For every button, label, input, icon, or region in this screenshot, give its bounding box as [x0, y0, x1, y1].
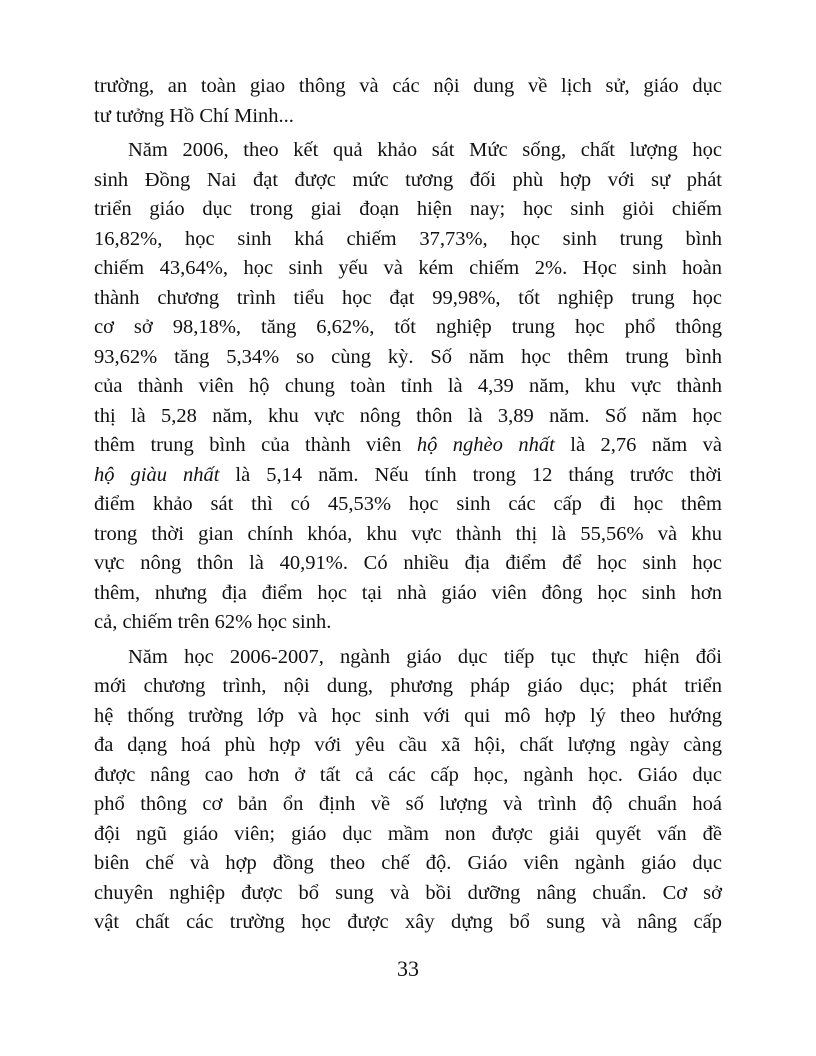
text-line: vật chất các trường học được xây dựng bổ sung và nâng cấp: [94, 911, 722, 933]
text-line: vực nông thôn là 40,91%. Có nhiều địa điểm để học sinh học: [94, 552, 722, 574]
text-line: thị là 5,28 năm, khu vực nông thôn là 3,89 năm. Số năm học: [94, 404, 722, 427]
text-line: 93,62% tăng 5,34% so cùng kỳ. Số năm học thêm trung bình: [94, 345, 722, 368]
text-line: đội ngũ giáo viên; giáo dục mầm non được giải quyết vấn đề: [94, 822, 722, 845]
text-line: hệ thống trường lớp và học sinh với qui mô hợp lý theo hướng: [94, 704, 722, 727]
text-line: biên chế và hợp đồng theo chế độ. Giáo viên ngành giáo dục: [94, 852, 722, 874]
text-line: chiếm 43,64%, học sinh yếu và kém chiếm 2%. Học sinh hoàn: [94, 257, 722, 279]
text-line: sinh Đồng Nai đạt được mức tương đối phù hợp với sự phát: [94, 168, 722, 191]
text-line: Năm 2006, theo kết quả khảo sát Mức sống, chất lượng học: [128, 139, 722, 161]
emphasis-poorest-household: hộ nghèo nhất: [416, 434, 555, 456]
text-line-with-emphasis: [94, 461, 722, 491]
paragraph-living-standards-survey: [94, 136, 722, 638]
paragraph-continuation: [94, 72, 722, 131]
page-number: 33: [397, 956, 419, 981]
text-run: thêm trung bình của thành viên: [94, 434, 417, 456]
text-line: mới chương trình, nội dung, phương pháp giáo dục; phát triển: [94, 675, 722, 697]
paragraph-school-year-2006-2007: [94, 643, 722, 938]
text-run: là 5,14 năm. Nếu tính trong 12 tháng trước thời: [219, 463, 722, 486]
text-line: điểm khảo sát thì có 45,53% học sinh các cấp đi học thêm: [94, 493, 722, 515]
text-line: của thành viên hộ chung toàn tỉnh là 4,39 năm, khu vực thành: [94, 375, 722, 397]
text-line: cả, chiếm trên 62% học sinh.: [94, 611, 332, 633]
text-line: trường, an toàn giao thông và các nội dung về lịch sử, giáo dục: [94, 75, 722, 97]
text-line: 16,82%, học sinh khá chiếm 37,73%, học sinh trung bình: [94, 227, 722, 250]
document-page: [94, 72, 722, 938]
text-line: trong thời gian chính khóa, khu vực thành thị là 55,56% và khu: [94, 522, 722, 545]
text-line: thành chương trình tiểu học đạt 99,98%, tốt nghiệp trung học: [94, 286, 722, 309]
text-line: thêm, nhưng địa điểm học tại nhà giáo viên đông học sinh hơn: [94, 581, 722, 604]
text-line: chuyên nghiệp được bổ sung và bồi dưỡng nâng chuẩn. Cơ sở: [94, 881, 722, 904]
emphasis-richest-household: hộ giàu nhất: [94, 463, 220, 486]
text-run: là 2,76 năm và: [554, 434, 722, 456]
text-line: được nâng cao hơn ở tất cả các cấp học, ngành học. Giáo dục: [94, 763, 722, 786]
text-line: phổ thông cơ bản ổn định về số lượng và trình độ chuẩn hoá: [94, 793, 722, 815]
text-line: cơ sở 98,18%, tăng 6,62%, tốt nghiệp trung học phổ thông: [94, 316, 722, 338]
text-line: triển giáo dục trong giai đoạn hiện nay; học sinh giỏi chiếm: [94, 198, 722, 220]
text-line: đa dạng hoá phù hợp với yêu cầu xã hội, chất lượng ngày càng: [94, 734, 722, 756]
text-line: tư tưởng Hồ Chí Minh...: [94, 104, 294, 127]
text-line: Năm học 2006-2007, ngành giáo dục tiếp tục thực hiện đổi: [128, 645, 722, 668]
text-line-with-emphasis: [94, 431, 722, 461]
